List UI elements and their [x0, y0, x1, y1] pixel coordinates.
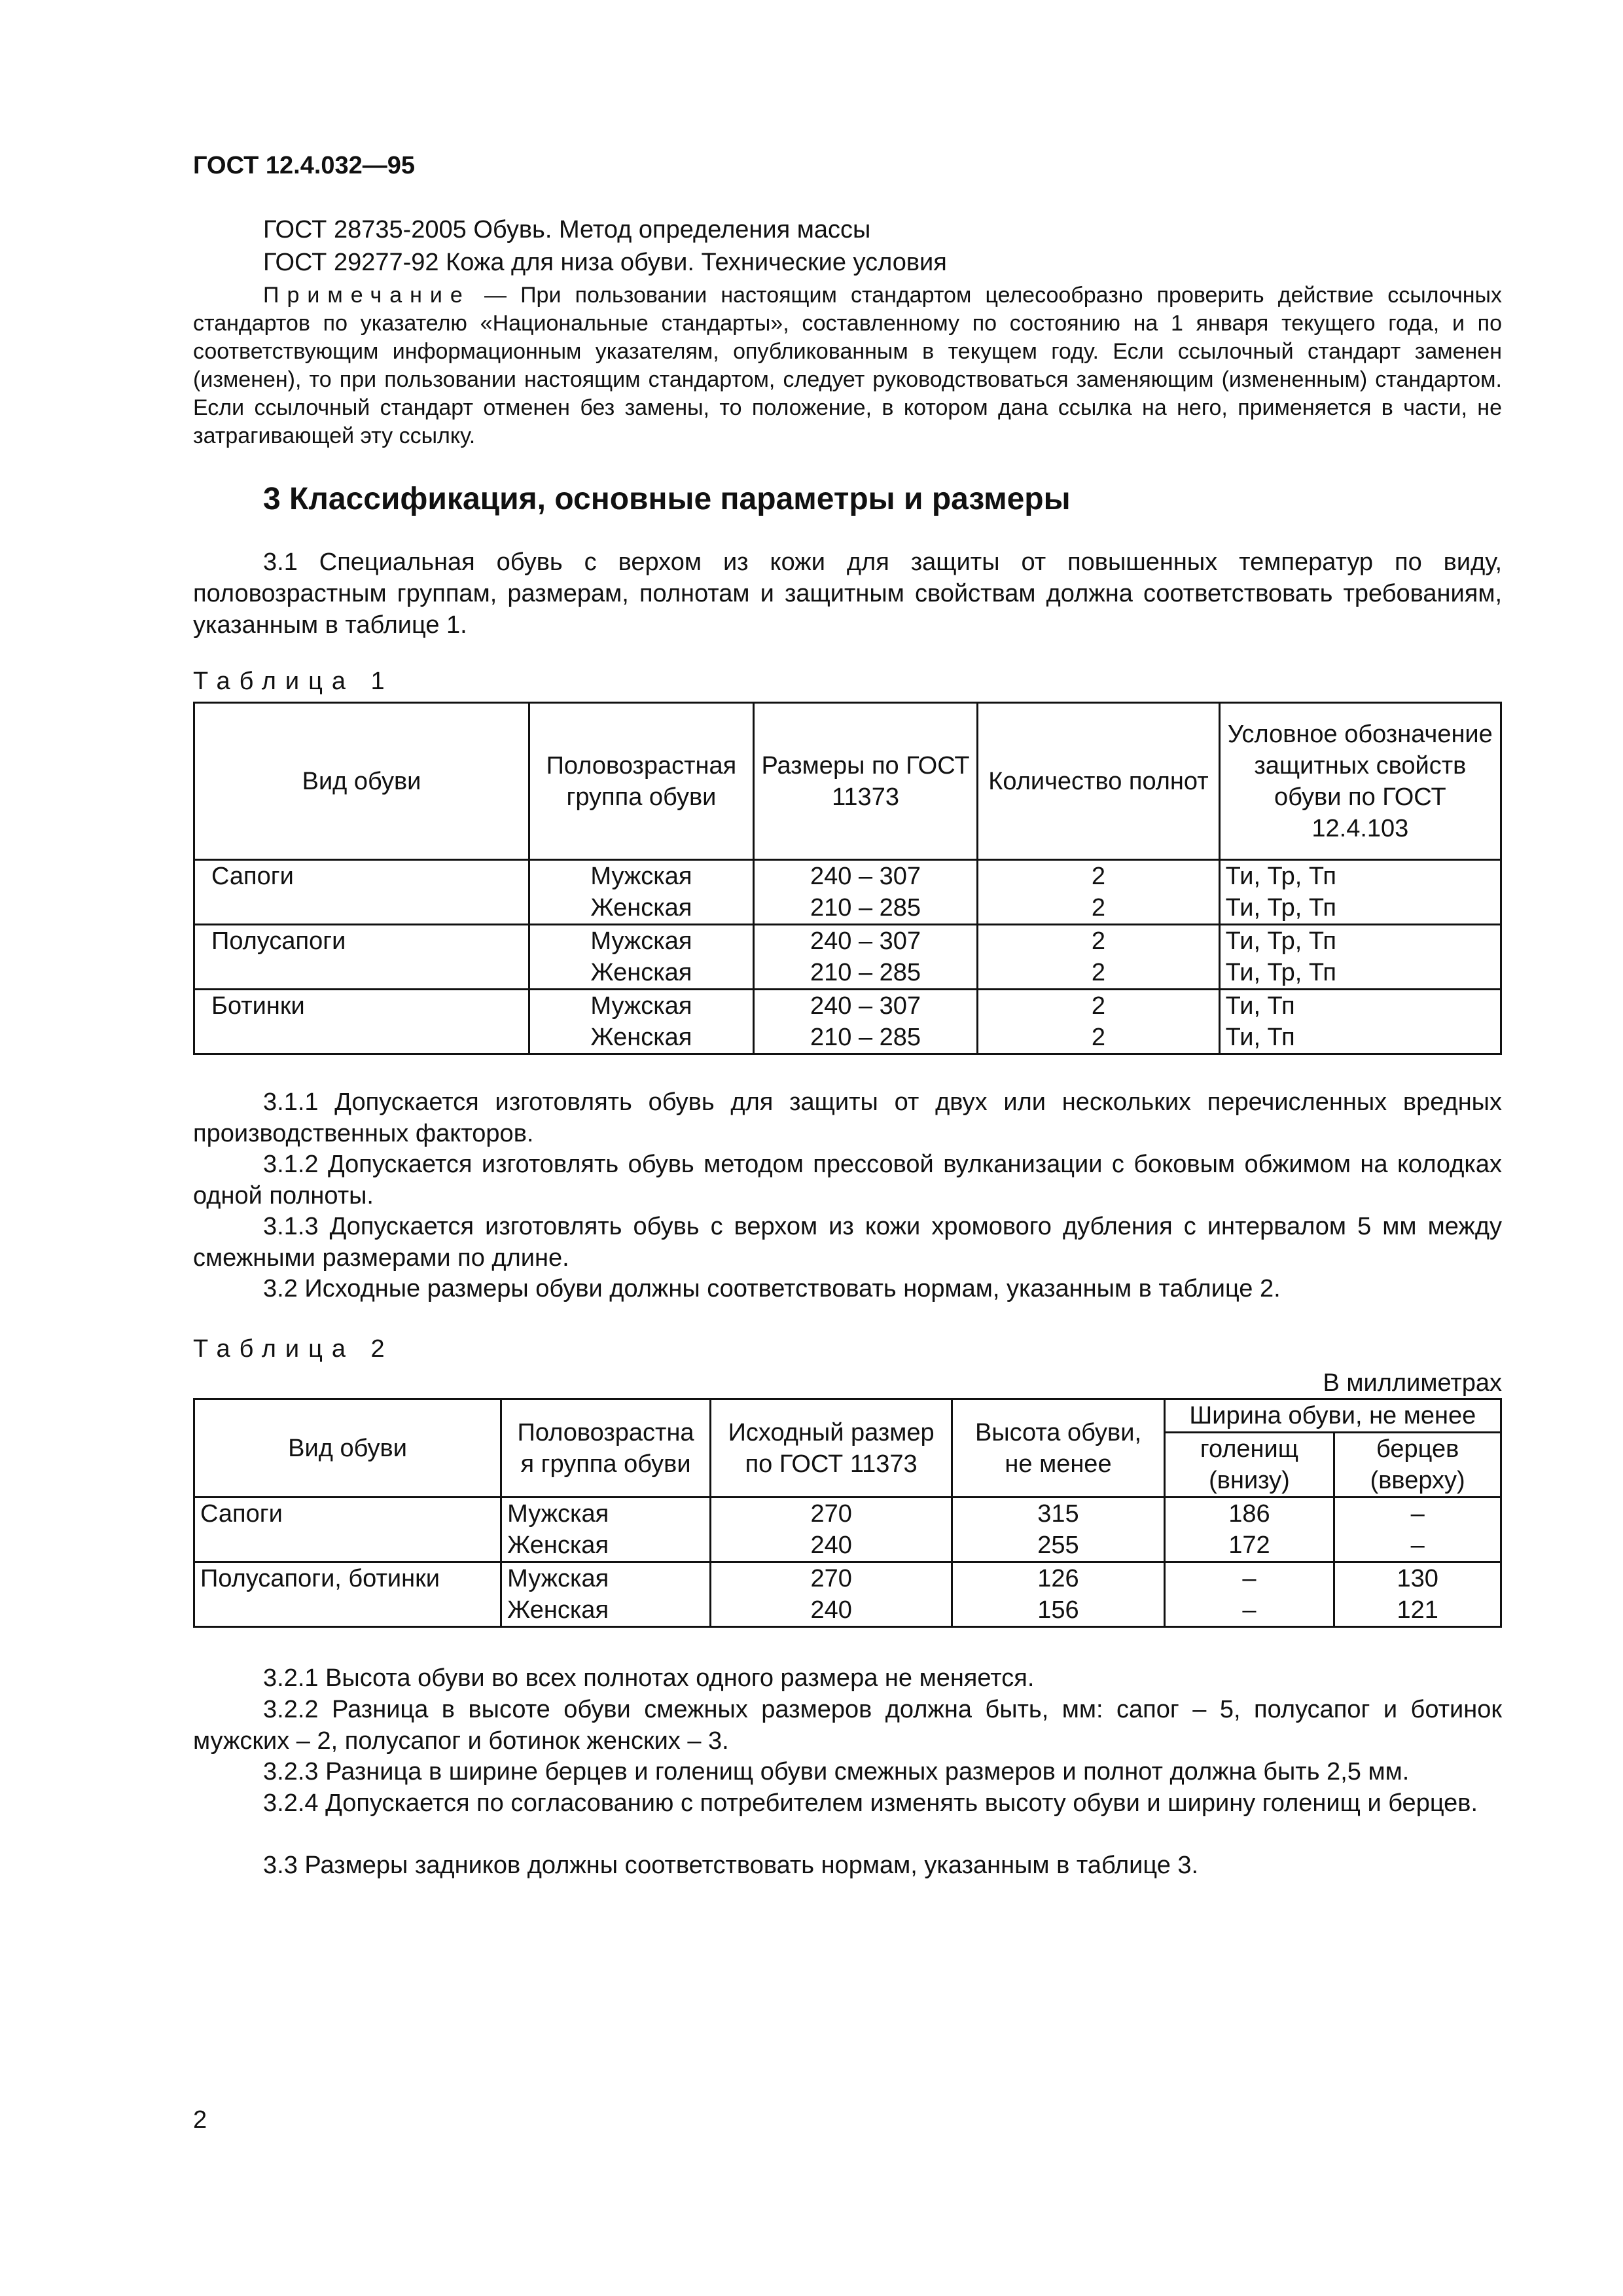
- reference-line: ГОСТ 28735-2005 Обувь. Метод определения массы: [263, 216, 871, 243]
- table-row: [194, 860, 1501, 925]
- table2-unit-label: В миллиметрах: [1323, 1369, 1502, 1397]
- table-row: [194, 1562, 1501, 1627]
- paragraph-3-2-3: 3.2.3 Разница в ширине берцев и голенищ обуви смежных размеров и полнот должна быть 2,5 мм.: [263, 1758, 1410, 1785]
- cell-value: Мужская: [590, 863, 692, 890]
- header-cell: Ширина обуви, не менее: [1164, 1399, 1501, 1433]
- cell-value: 270: [810, 1565, 852, 1592]
- header-cell: Количество полнот: [978, 703, 1219, 860]
- cell-value: Мужская: [507, 1565, 609, 1592]
- paragraph-3-2-2: 3.2.2 Разница в высоте обуви смежных размеров должна быть, мм: сапог – 5, полусапог и ботинок мужских – 2, полусапог и ботинок женских – 3.: [193, 1696, 1502, 1755]
- cell-size: [710, 1498, 952, 1562]
- cell-widths: [978, 925, 1219, 990]
- cell-value: Мужская: [590, 927, 692, 955]
- cell-designation: [1219, 925, 1501, 990]
- cell-value: Женская: [507, 1596, 609, 1624]
- header-cell: Вид обуви: [194, 703, 529, 860]
- cell-value: 172: [1228, 1532, 1270, 1559]
- header-text: Половозрастна: [517, 1418, 694, 1446]
- cell-group: [501, 1498, 711, 1562]
- page-number: 2: [193, 2106, 207, 2134]
- cell-value: 270: [810, 1500, 852, 1528]
- paragraph-3-3: 3.3 Размеры задников должны соответствовать нормам, указанным в таблице 3.: [263, 1852, 1199, 1879]
- cell-quarter: [1334, 1562, 1501, 1627]
- cell-value: 240 – 307: [810, 863, 921, 890]
- cell-value: 2: [1091, 863, 1106, 890]
- table1-caption: Таблица 1: [193, 668, 394, 695]
- paragraph-3-1-2: 3.1.2 Допускается изготовлять обувь методом прессовой вулканизации с боковым обжимом на колодках одной полноты.: [193, 1151, 1502, 1210]
- header-cell: берцев (вверху): [1334, 1433, 1501, 1498]
- cell-value: 240: [810, 1596, 852, 1624]
- cell-type: Ботинки: [194, 990, 529, 1054]
- cell-value: 2: [1091, 927, 1106, 955]
- cell-designation: [1219, 990, 1501, 1054]
- cell-value: Мужская: [590, 992, 692, 1020]
- header-text: я группа обуви: [520, 1450, 691, 1478]
- cell-quarter: [1334, 1498, 1501, 1562]
- note-text: — При пользовании настоящим стандартом целесообразно проверить действие ссылочных стандартов по указателю «Национальные стандарты», составленному по состоянию на 1 января текущего года, и по соответствующим информационным указателям, опубликованным в текущем году. Если ссылочный стандарт заменен (изменен), то при пользовании настоящим стандартом, следует руководствоваться заменяющим (измененным) стандартом. Если ссылочный стандарт отменен без замены, то положение, в котором дана ссылка на него, применяется в части, не затрагивающей эту ссылку.: [193, 283, 1502, 448]
- table-row: [194, 990, 1501, 1054]
- header-cell: голенищ (внизу): [1164, 1433, 1334, 1498]
- cell-value: Женская: [590, 959, 692, 986]
- cell-value: Женская: [590, 894, 692, 922]
- reference-line: ГОСТ 29277-92 Кожа для низа обуви. Технические условия: [263, 249, 947, 276]
- header-cell: [501, 1399, 711, 1498]
- cell-value: Ти, Тп: [1225, 992, 1295, 1020]
- cell-group: [529, 925, 753, 990]
- paragraph-3-2: 3.2 Исходные размеры обуви должны соответствовать нормам, указанным в таблице 2.: [263, 1275, 1281, 1302]
- paragraph-3-1-1: 3.1.1 Допускается изготовлять обувь для защиты от двух или нескольких перечисленных вредных производственных факторов.: [193, 1088, 1502, 1147]
- cell-value: 210 – 285: [810, 1024, 921, 1051]
- paragraph-3-2-4: 3.2.4 Допускается по согласованию с потребителем изменять высоту обуви и ширину голенищ и берцев.: [263, 1789, 1478, 1817]
- paragraph-3-1: 3.1 Специальная обувь с верхом из кожи для защиты от повышенных температур по виду, половозрастным группам, размерам, полнотам и защитным свойствам должна соответствовать требованиям, указанным в таблице 1.: [193, 548, 1502, 639]
- cell-type: Полусапоги: [194, 925, 529, 990]
- cell-value: Мужская: [507, 1500, 609, 1528]
- cell-type: Полусапоги, ботинки: [194, 1562, 501, 1627]
- cell-value: –: [1242, 1565, 1257, 1592]
- note-label: Примечание: [263, 283, 471, 308]
- cell-sizes: [753, 990, 977, 1054]
- cell-group: [529, 990, 753, 1054]
- cell-sizes: [753, 925, 977, 990]
- cell-value: –: [1410, 1500, 1425, 1528]
- cell-sizes: [753, 860, 977, 925]
- cell-value: 186: [1228, 1500, 1270, 1528]
- table-header-row: [194, 1399, 1501, 1433]
- note-paragraph: [193, 281, 1502, 450]
- cell-group: [501, 1562, 711, 1627]
- cell-value: 156: [1037, 1596, 1079, 1624]
- table-2: [193, 1398, 1502, 1628]
- header-cell: Половозрастная группа обуви: [529, 703, 753, 860]
- cell-value: Ти, Тр, Тп: [1225, 959, 1337, 986]
- cell-value: 130: [1397, 1565, 1438, 1592]
- cell-value: 2: [1091, 959, 1106, 986]
- table-row: [194, 925, 1501, 990]
- cell-value: 121: [1397, 1596, 1438, 1624]
- header-cell: Вид обуви: [194, 1399, 501, 1498]
- cell-value: 126: [1037, 1565, 1079, 1592]
- cell-value: 2: [1091, 992, 1106, 1020]
- cell-group: [529, 860, 753, 925]
- cell-widths: [978, 860, 1219, 925]
- cell-value: 240 – 307: [810, 992, 921, 1020]
- cell-shaft: [1164, 1562, 1334, 1627]
- cell-value: Ти, Тр, Тп: [1225, 863, 1337, 890]
- cell-value: Женская: [590, 1024, 692, 1051]
- cell-designation: [1219, 860, 1501, 925]
- table-1: [193, 702, 1502, 1055]
- cell-value: 240: [810, 1532, 852, 1559]
- cell-value: Ти, Тр, Тп: [1225, 894, 1337, 922]
- paragraph-3-2-1: 3.2.1 Высота обуви во всех полнотах одного размера не меняется.: [263, 1664, 1035, 1692]
- cell-value: 2: [1091, 894, 1106, 922]
- cell-height: [952, 1562, 1164, 1627]
- header-cell: Условное обозначение защитных свойств обуви по ГОСТ 12.4.103: [1219, 703, 1501, 860]
- cell-value: 210 – 285: [810, 959, 921, 986]
- cell-widths: [978, 990, 1219, 1054]
- cell-value: 210 – 285: [810, 894, 921, 922]
- header-cell: Высота обуви, не менее: [952, 1399, 1164, 1498]
- table-row: [194, 1498, 1501, 1562]
- cell-type: Сапоги: [194, 1498, 501, 1562]
- cell-value: 315: [1037, 1500, 1079, 1528]
- cell-value: 2: [1091, 1024, 1106, 1051]
- cell-value: –: [1410, 1532, 1425, 1559]
- header-cell: Размеры по ГОСТ 11373: [753, 703, 977, 860]
- cell-shaft: [1164, 1498, 1334, 1562]
- cell-size: [710, 1562, 952, 1627]
- paragraph-3-1-3: 3.1.3 Допускается изготовлять обувь с верхом из кожи хромового дубления с интервалом 5 мм между смежными размерами по длине.: [193, 1213, 1502, 1272]
- table-header-row: [194, 703, 1501, 860]
- cell-type: Сапоги: [194, 860, 529, 925]
- cell-height: [952, 1498, 1164, 1562]
- cell-value: 255: [1037, 1532, 1079, 1559]
- cell-value: Ти, Тп: [1225, 1024, 1295, 1051]
- header-cell: Исходный размер по ГОСТ 11373: [710, 1399, 952, 1498]
- document-header: ГОСТ 12.4.032—95: [193, 152, 416, 179]
- cell-value: Женская: [507, 1532, 609, 1559]
- cell-value: Ти, Тр, Тп: [1225, 927, 1337, 955]
- cell-value: 240 – 307: [810, 927, 921, 955]
- section-title: 3 Классификация, основные параметры и размеры: [263, 482, 1071, 516]
- cell-value: –: [1242, 1596, 1257, 1624]
- table2-caption: Таблица 2: [193, 1335, 394, 1363]
